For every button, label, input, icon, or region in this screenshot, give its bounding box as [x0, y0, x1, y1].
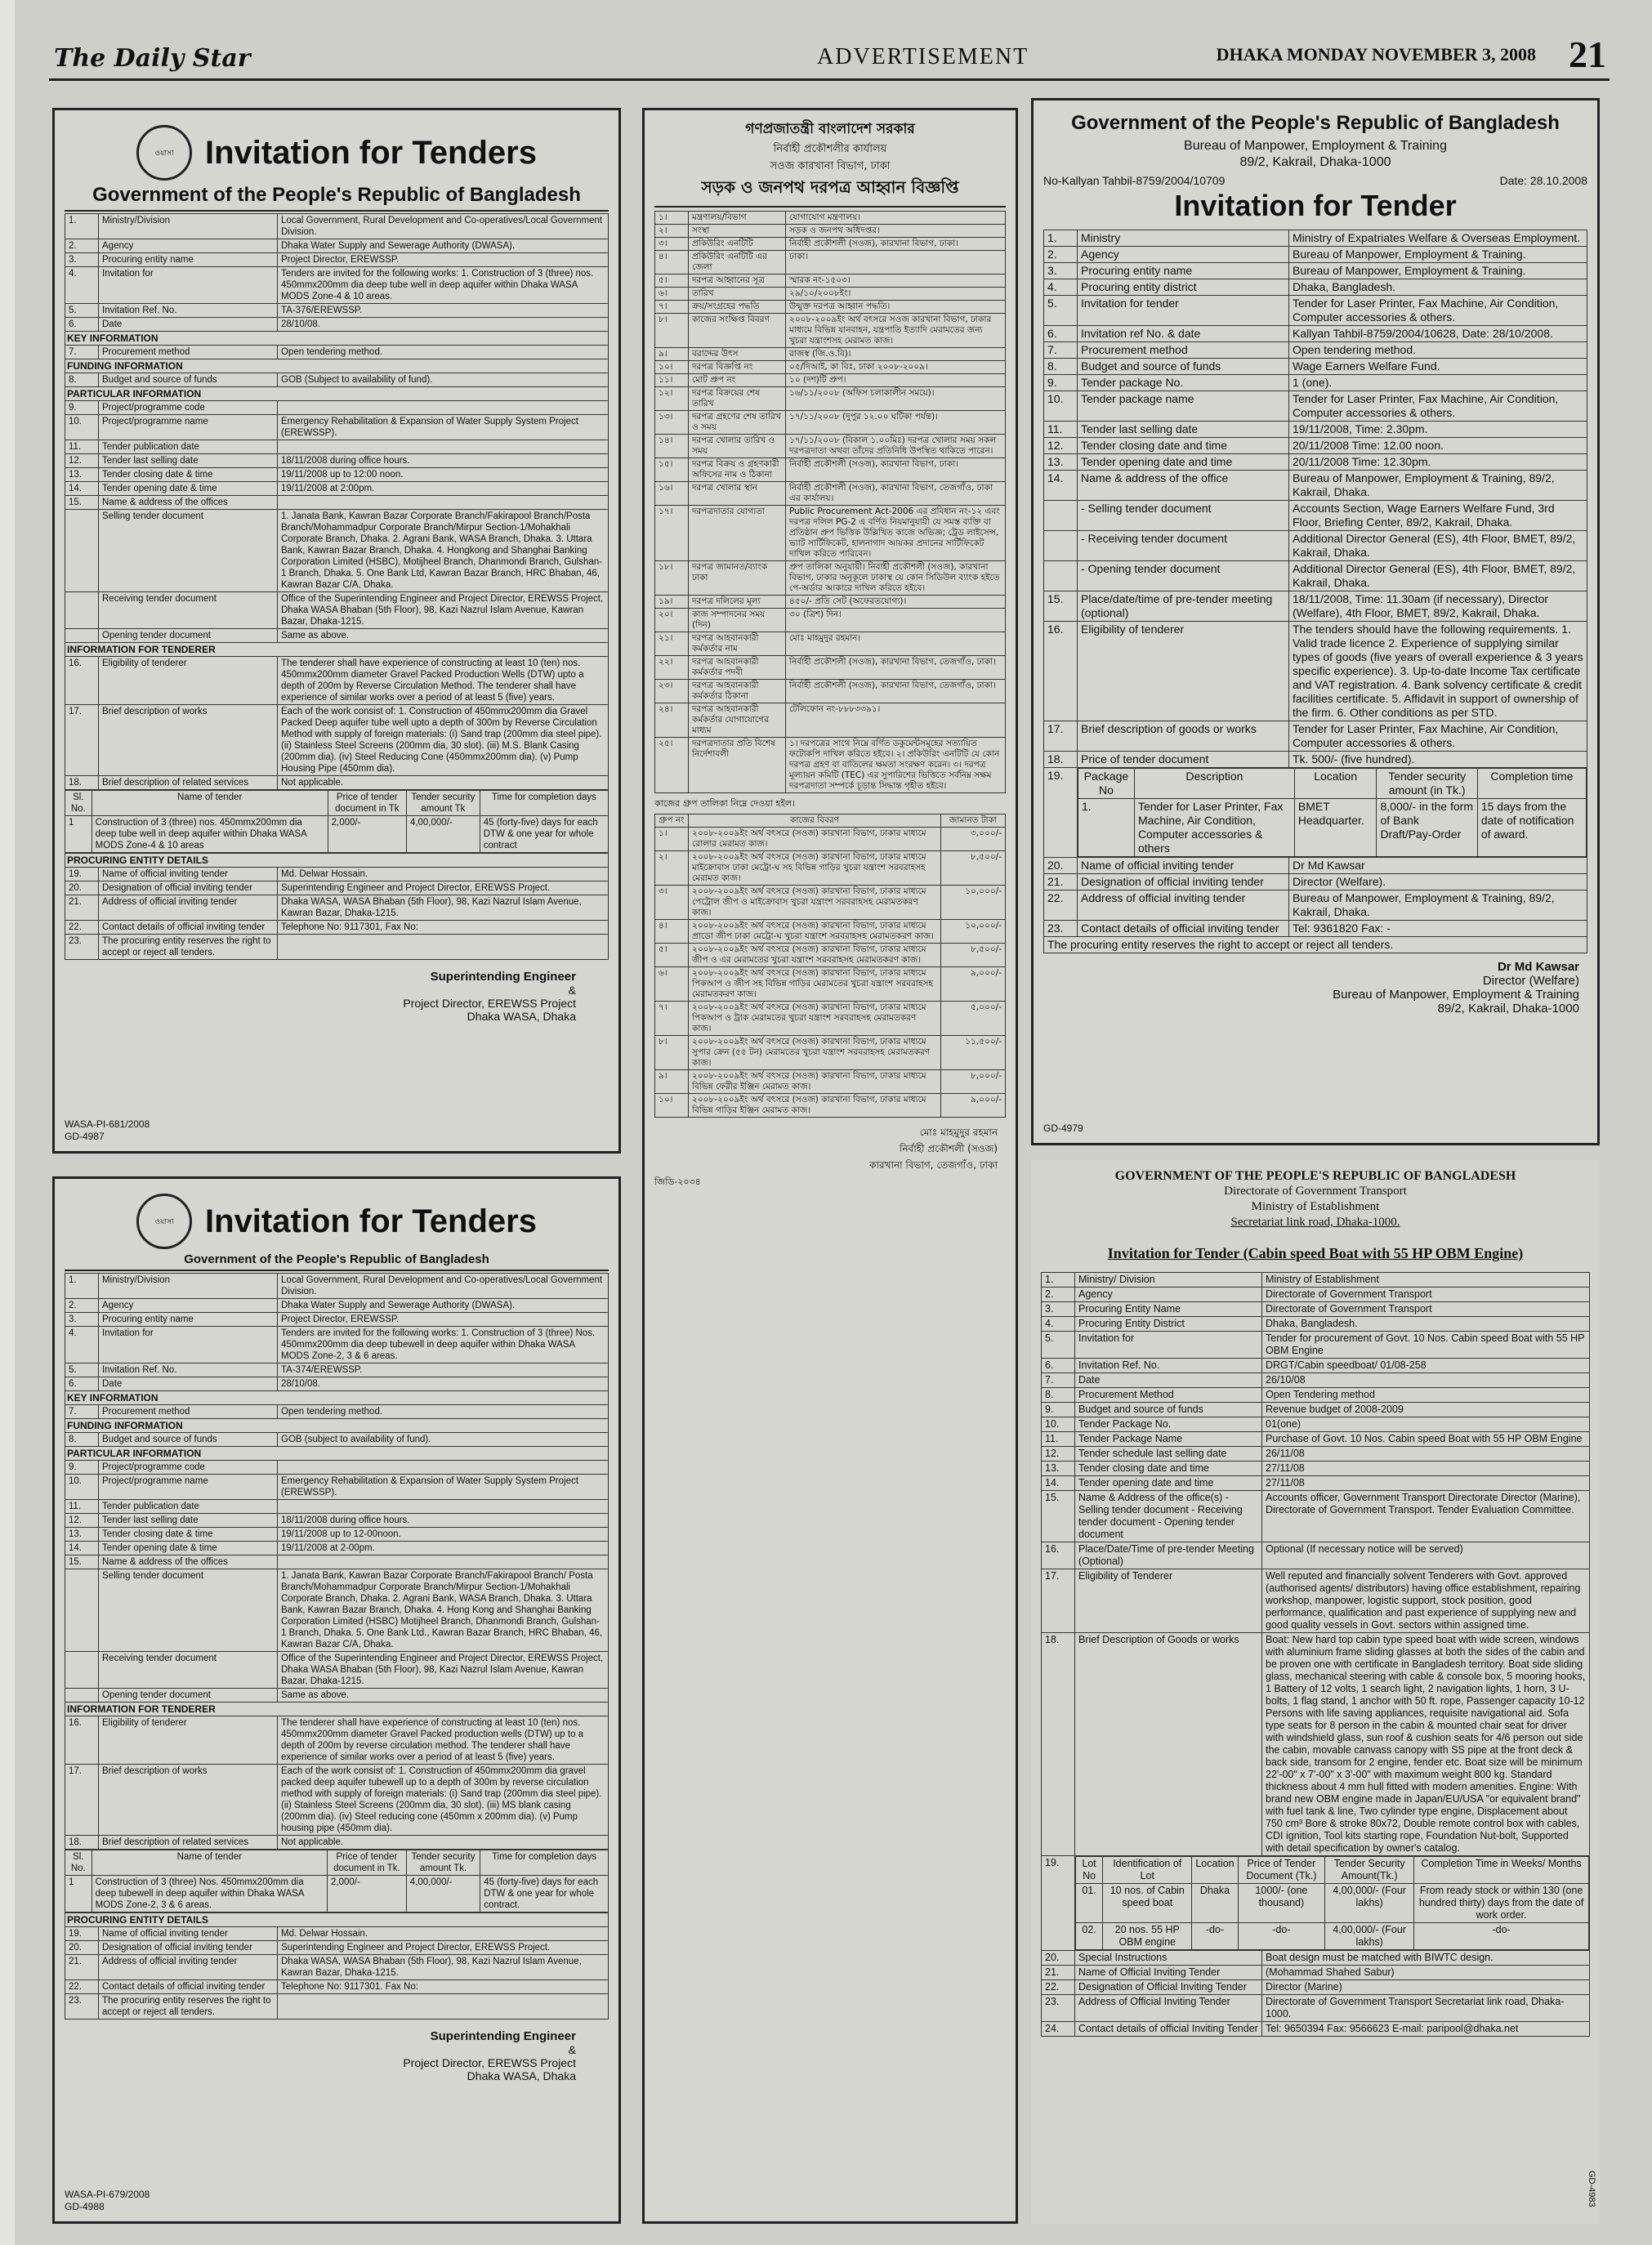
signer-office: Bureau of Manpower, Employment & Training: [1333, 988, 1579, 1002]
table-row: Receiving tender document Office of the Superintending Engineer and Project Director, EREWSS Project, Dhaka WASA Bhaban (5th Floor), 98, Kazi Nazrul Islam Avenue, Kawran Bazar, Dhaka-1215.: [65, 1652, 609, 1689]
table-row: 9. Project/programme code: [65, 401, 609, 415]
memo-number: No-Kallyan Tahbil-8759/2004/10709: [1043, 174, 1226, 187]
signer-address: 89/2, Kakrail, Dhaka-1000: [1437, 1002, 1579, 1015]
table-row: 11. Tender last selling date 19/11/2008, Time: 2.30pm.: [1044, 422, 1587, 438]
table-row: 12. Tender closing date and time 20/11/2008 Time: 12.00 noon.: [1044, 438, 1587, 454]
table-row: 11. Tender publication date: [65, 1500, 609, 1514]
table-row: 13. Tender closing date & time 19/11/2008 up to 12:00 noon.: [65, 468, 609, 482]
lot-row: 02. 20 nos. 55 HP OBM engine -do- -do- 4,00,000/- (Four lakhs) -do-: [1076, 1923, 1589, 1950]
table-row: 6. Date 28/10/08.: [65, 1377, 609, 1391]
masthead: [49, 29, 1610, 81]
table-row: ৬। তারিখ ২৯/১০/২০০৮ইং।: [655, 288, 1006, 301]
reserve-note: The procuring entity reserves the right to accept or reject all tenders.: [1044, 937, 1587, 953]
table-row: 3. Procuring entity name Project Director, EREWSSP.: [65, 253, 609, 267]
table-row: Opening tender document Same as above.: [65, 629, 609, 643]
table-row: 22. Designation of Official Inviting Tender Director (Marine): [1042, 1980, 1590, 1995]
table-row: ২। সংস্থা সড়ক ও জনপথ অধিদপ্তর।: [655, 225, 1006, 238]
table-row: - Opening tender document Additional Director General (ES), 4th Floor, BMET, 89/2, Kakrail, Dhaka.: [1044, 561, 1587, 591]
table-row: - Receiving tender document Additional Director General (ES), 4th Floor, BMET, 89/2, Kakrail, Dhaka.: [1044, 531, 1587, 561]
table-row: 9. Tender package No. 1 (one).: [1044, 375, 1587, 391]
table-row: ১১। মোট প্রুপ নং ১০ (দশ)টি প্রুপ।: [655, 374, 1006, 387]
table-row: 17. Brief description of goods or works Tender for Laser Printer, Fax Machine, Air Condition, Computer accessories & others.: [1044, 721, 1587, 752]
group-row: ৩। ২০০৮-২০০৯ইং অর্থ বৎসরে (সওজ) কারখানা বিভাগ, ঢাকার মাধ্যমে পেট্রোল জীপ ও মাইক্রোবাস খুচরা যন্ত্রাংশ সরবরাহসহ মেরামতকরণ কাজ। ১০,০০০/-: [655, 886, 1006, 920]
group-list-caption: কাজের গ্রুপ তালিকা নিম্নে দেওয়া হইল।: [654, 798, 796, 809]
table-row: 23. Contact details of official inviting tender Tel: 9361820 Fax: -: [1044, 921, 1587, 937]
table-row: 7. Procurement method Open tendering method.: [1044, 342, 1587, 359]
table-row: 4. Invitation for Tenders are invited for the following works: 1. Construction of 3 (three) nos. 450mmx200mm dia deep tube well in deep aquifer within Dhaka WASA MODS Zone-4 & 10 areas.: [65, 267, 609, 304]
table-row: 1. Ministry Ministry of Expatriates Welfare & Overseas Employment.: [1044, 230, 1587, 247]
section-label: ADVERTISEMENT: [817, 44, 1029, 69]
table-row: 19. Name of official inviting tender Md. Delwar Hossain.: [65, 868, 609, 881]
table-row: ১৮। দরপত্র জামানত/ব্যাংক ঢাকা প্রুপ তালিকা অনুযায়ী। নিবাহী প্রকৌশলী (সওজ), কারখানা বিভাগ, ঢাকার অনুকূলে ঢাকাস্থ যে কোন সিডিউল ব্যাংক হইতে পে-অর্ডার আকারে দাখিল করিতে হইবে।: [655, 561, 1006, 596]
table-row: ১। মন্ত্রণালয়/বিভাগ যোগাযোগ মন্ত্রণালয়।: [655, 212, 1006, 225]
ad-title: সড়ক ও জনপথ দরপত্র আহ্বান বিজ্ঞপ্তি: [654, 176, 1006, 208]
table-row: 3. Procuring entity name Bureau of Manpower, Employment & Training.: [1044, 263, 1587, 279]
table-row: 17. Brief description of works Each of the work consist of: 1. Construction of 450mmx200mm dia Gravel Packed Deep aquifer tube well upto a depth of 300m by Reverse Circulation Method with supply of foreign materials: (i) Sand trap (200mm dia steel pipe). (ii) Stainless Steel Screens (200mm dia, 30 slot). (iii) M.S. Blank Casing (200mm dia). (iv) Steel Reducing Cone (450mmx200mm dia). (v) Pump Housing Pipe (450mm dia).: [65, 705, 609, 776]
group-row: ১। ২০০৮-২০০৯ইং অর্থ বৎসরে (সওজ) কারখানা বিভাগ, ঢাকার মাধ্যমে রোলার মেরামত কাজ। ৩,০০০/-: [655, 828, 1006, 851]
govt-transport-tender-ad: [1031, 1160, 1600, 2224]
rhd-bengali-tender-ad: [642, 108, 1018, 2224]
table-row: 14. Tender opening date & time 19/11/2008 at 2-00pm.: [65, 1542, 609, 1555]
group-row: ৪। ২০০৮-২০০৯ইং অর্থ বৎসরে (সওজ) কারখানা বিভাগ, ঢাকার মাধ্যমে প্রাডো জীপ ঢাকা মেট্রো-ঘ খুচরা যন্ত্রাংশ সরবরাহসহ মেরামতকরণ কাজ। ১০,০০০/-: [655, 920, 1006, 944]
section-heading: INFORMATION FOR TENDERER: [65, 643, 609, 657]
government-heading: Government of the People's Republic of Bangladesh: [65, 184, 609, 212]
table-row: 20. Special Instructions Boat design must be matched with BIWTC design.: [1042, 1951, 1590, 1966]
table-row: 3. Procuring Entity Name Directorate of Government Transport: [1042, 1302, 1590, 1317]
lot-row: 01. 10 nos. of Cabin speed boat Dhaka 1000/- (one thousand) 4,00,000/- (Four lakhs) From ready stock or within 130 (one hundred thirty) days from the date of work order.: [1076, 1884, 1589, 1923]
ad-government-heading: গণপ্রজাতন্ত্রী বাংলাদেশ সরকার: [745, 121, 915, 137]
government-heading: Government of the People's Republic of Bangladesh: [65, 1252, 609, 1271]
table-row: ৩। প্রকিউরিং এনটিটি নির্বাহী প্রকৌশলী (সওজ), কারখানা বিভাগ, ঢাকা।: [655, 238, 1006, 251]
table-row: 2. Agency Dhaka Water Supply and Sewerage Authority (DWASA).: [65, 239, 609, 253]
signer-name: মোঃ মাহমুদুর রহমান: [919, 1127, 998, 1138]
wasa-tender-ad-1: [52, 108, 621, 1154]
ad-reference: WASA-PI-681/2008 GD-4987: [65, 1118, 150, 1142]
table-row: Opening tender document Same as above.: [65, 1689, 609, 1703]
table-row: 12. Tender schedule last selling date 26/11/08: [1042, 1447, 1590, 1462]
table-row: 17. Eligibility of Tenderer Well reputed and financially solvent Tenderers with Govt. approved (authorised agents/ distributors) having office establishment, repairing workshop, manpower, logistic support, stock position, good performance, qualification and past experience of supplying new and good quality vessels in Govt. sectors within assigned time.: [1042, 1569, 1590, 1633]
section-heading: PARTICULAR INFORMATION: [65, 387, 609, 401]
table-row: ২২। দরপত্র আহবানকারী কর্মকর্তার পদবী নির্বাহী প্রকৌশলী (সওজ), কারখানা বিভাগ, তেজগাঁও, ঢাকা।: [655, 656, 1006, 680]
table-row: ১০। দরপত্র বিজ্ঞপ্তি নং ০৫/দিআই, কা বিঃ, ঢাকা ২০০৮-২০০৯।: [655, 361, 1006, 374]
table-row: 12. Tender last selling date 18/11/2008 during office hours.: [65, 454, 609, 468]
ad-title: Invitation for Tenders: [205, 134, 537, 171]
group-row: ৫। ২০০৮-২০০৯ইং অর্থ বৎসরে (সওজ) কারখানা বিভাগ, ঢাকার মাধ্যমে জীপ ও এর মেরামতের খুচরা যন্ত্রাংশ সরবরাহসহ মেরামতকরণ কাজ। ৮,৫০০/-: [655, 944, 1006, 967]
work-groups-table: গ্রুপ নং কাজের বিবরণ জামানত টাকা ১। ২০০৮-২০০৯ইং অর্থ বৎসরে (সওজ) কারখানা বিভাগ, ঢাকার মাধ্যমে রোলার মেরামত কাজ। ৩,০০০/- ২। ২০০৮-২০০৯ইং অর্থ বৎসরে (সওজ) কারখানা বিভাগ, ঢাকার মাধ্যমে মাইক্রোবাস ঢাকা মেট্রো-ঘ সহ বিভিন্ন গাড়ির খুচরা যন্ত্রাংশ সরবরাহসহ মেরামত কাজ। ৮,৫০০/- ৩। ২০০৮-২০০৯ইং অর্থ বৎসরে (সওজ) কারখানা বিভাগ, ঢাকার মাধ্যমে পেট্রোল জীপ ও মাইক্রোবাস খুচরা যন্ত্রাংশ সরবরাহসহ মেরামতকরণ কাজ। ১০,০০০/- ৪। ২০০৮-২০০৯ইং অর্থ বৎসরে (সওজ) কারখানা বিভাগ, ঢাকার মাধ্যমে প্রাডো জীপ ঢাকা মেট্রো-ঘ খুচরা যন্ত্রাংশ সরবরাহসহ মেরামতকরণ কাজ। ১০,০০০/- ৫। ২০০৮-২০০৯ইং অর্থ বৎসরে (সওজ) কারখানা বিভাগ, ঢাকার মাধ্যমে জীপ ও এর মেরামতের খুচরা যন্ত্রাংশ সরবরাহসহ মেরামতকরণ কাজ। ৮,৫০০/- ৬। ২০০৮-২০০৯ইং অর্থ বৎসরে (সওজ) কারখানা বিভাগ, ঢাকার মাধ্যমে পিকআপ ও জীপ সহ বিভিন্ন গাড়ির মেরামতের খুচরা যন্ত্রাংশ সরবরাহসহ মেরামতকরণ কাজ। ৯,০০০/- ৭। ২০০৮-২০০৯ইং অর্থ বৎসরে (সওজ) কারখানা বিভাগ, ঢাকার মাধ্যমে পিকআপ ও ট্রাক মেরামতের খুচরা যন্ত্রাংশ সরবরাহসহ মেরামতকরণ কাজ। ৫,০০০/- ৮। ২০০৮-২০০৯ইং অর্থ বৎসরে (সওজ) কারখানা বিভাগ, ঢাকার মাধ্যমে সুপার ক্রেন (৫৫ টন) মেরামতের খুচরা যন্ত্রাংশ সরবরাহসহ মেরামতকরণ কাজ। ১১,৫০০/- ৯। ২০০৮-২০০৯ইং অর্থ বৎসরে (সওজ) কারখানা বিভাগ, ঢাকার মাধ্যমে বিভিন্ন ফেরীর ইঞ্জিন মেরামত কাজ। ৮,০০০/- ১০। ২০০৮-২০০৯ইং অর্থ বৎসরে (সওজ) কারখানা বিভাগ, ঢাকার মাধ্যমে বিভিন্ন গাড়ির ইঞ্জিন মেরামত কাজ। ৯,০০০/-: [654, 814, 1006, 1118]
table-row: ২০। কাজ সম্পাদনের সময় (দিন) ৩০ (ত্রিশ) দিন।: [655, 609, 1006, 632]
table-row: 19. Name of official inviting tender Md. Delwar Hossain.: [65, 1927, 609, 1941]
signer-designation: Project Director, EREWSS Project: [403, 997, 576, 1010]
table-row: ১৪। দরপত্র খোলার তারিখ ও সময় ১৭/১১/২০০৮ (বিকাল ১.০০মিঃ) দরপত্র খোলার সময় সকল দরপত্রদাতা অথবা তাঁদের প্রতিনিধি উপস্থিত থাকিতে পারেন।: [655, 435, 1006, 458]
tender-details-table: [1043, 230, 1587, 953]
tender-details-table: [654, 211, 1006, 793]
wasa-tender-ad-2: [52, 1176, 621, 2224]
ad-reference: GD-4983: [1587, 2171, 1596, 2207]
table-row: 5. Invitation for tender Tender for Laser Printer, Fax Machine, Air Condition, Computer accessories & others.: [1044, 296, 1587, 326]
table-row: 6. Date 28/10/08.: [65, 318, 609, 332]
table-row: 15. Place/date/time of pre-tender meeting (optional) 18/11/2008, Time: 11.30am (if necessary), Director (Welfare), 4th Floor, BMET, 89/2, Kakrail, Dhaka.: [1044, 591, 1587, 622]
table-row: 23. The procuring entity reserves the right to accept or reject all tenders.: [65, 935, 609, 960]
group-row: ২। ২০০৮-২০০৯ইং অর্থ বৎসরে (সওজ) কারখানা বিভাগ, ঢাকার মাধ্যমে মাইক্রোবাস ঢাকা মেট্রো-ঘ সহ বিভিন্ন গাড়ির খুচরা যন্ত্রাংশ সরবরাহসহ মেরামত কাজ। ৮,৫০০/-: [655, 851, 1006, 886]
section-heading: PARTICULAR INFORMATION: [65, 1447, 609, 1461]
group-row: ৯। ২০০৮-২০০৯ইং অর্থ বৎসরে (সওজ) কারখানা বিভাগ, ঢাকার মাধ্যমে বিভিন্ন ফেরীর ইঞ্জিন মেরামত কাজ। ৮,০০০/-: [655, 1070, 1006, 1094]
ministry-name: Ministry of Establishment: [1251, 1200, 1380, 1213]
table-row: 16. Place/Date/Time of pre-tender Meeting (Optional) Optional (If necessary notice will be served): [1042, 1542, 1590, 1569]
table-row: 7. Date 26/10/08: [1042, 1373, 1590, 1388]
ad-title: Invitation for Tender (Cabin speed Boat with 55 HP OBM Engine): [1107, 1245, 1524, 1261]
ad-title: Invitation for Tender: [1174, 189, 1457, 222]
table-row: 21. Address of official inviting tender Dhaka WASA, WASA Bhaban (5th Floor), 98, Kazi Nazrul Islam Avenue, Kawran Bazar, Dhaka-1215.: [65, 895, 609, 921]
section-heading: FUNDING INFORMATION: [65, 1419, 609, 1433]
section-heading: PROCURING ENTITY DETAILS: [65, 854, 609, 868]
table-row: 1. Ministry/Division Local Government, Rural Development and Co-operatives/Local Government Division.: [65, 214, 609, 239]
page-number: 21: [1569, 33, 1606, 75]
table-row: 11. Tender Package Name Purchase of Govt. 10 Nos. Cabin speed Boat with 55 HP OBM Engine: [1042, 1432, 1590, 1447]
table-row: 10. Tender Package No. 01(one): [1042, 1417, 1590, 1432]
table-row: 14. Name & address of the office Bureau of Manpower, Employment & Training, 89/2, Kakrail, Dhaka.: [1044, 471, 1587, 501]
table-row: ৮। কাজের সংক্ষিপ্ত বিবরণ ২০০৮-২০০৯ইং অর্থ বৎসরে সওজ কারখানা বিভাগ, ঢাকার মাধ্যমে বিভিন্ন যানবাহন, যন্ত্রপাতি ইত্যাদি মেরামতের জন্য খুচরা যন্ত্রাংশসহ মেরামত কাজ।: [655, 314, 1006, 348]
signer-office: Dhaka WASA, Dhaka: [467, 2069, 576, 2082]
table-row: - Selling tender document Accounts Section, Wage Earners Welfare Fund, 3rd Floor, Briefing Center, 89/2, Kakrail, Dhaka.: [1044, 501, 1587, 531]
directorate-address: Secretariat link road, Dhaka-1000.: [1230, 1216, 1400, 1229]
table-row: ১৫। দরপত্র বিক্রয় ও গ্রহণকারী অফিসের নাম ও ঠিকানা নির্বাহী প্রকৌশলী (সওজ), কারখানা বিভাগ, ঢাকা।: [655, 458, 1006, 482]
table-row: 21. Name of Official Inviting Tender (Mohammad Shahed Sabur): [1042, 1966, 1590, 1980]
table-row: 9. Project/programme code: [65, 1461, 609, 1475]
package-header-row: 19. Package No Description Location Tender security amount (in Tk.) Completion time 1. Tender for Laser Printer, Fax Machine, Air Condition, Computer accessories & others BMET Headquarter. 8,000/- in the form of Bank Draft/Pay-Order 15 days from the date of notification of award.: [1044, 768, 1587, 858]
ad-division-line: সওজ কারখানা বিভাগ, ঢাকা: [770, 160, 891, 172]
table-row: 6. Invitation Ref. No. DRGT/Cabin speedboat/ 01/08-258: [1042, 1359, 1590, 1373]
signer-designation: নির্বাহী প্রকৌশলী (সওজ): [899, 1143, 998, 1154]
section-heading: KEY INFORMATION: [65, 1391, 609, 1405]
table-row: ২৩। দরপত্র আহবানকারী কর্মকর্তার ঠিকানা নির্বাহী প্রকৌশলী (সওজ), কারখানা বিভাগ, তেজগাঁও, ঢাকা।: [655, 680, 1006, 703]
lot-header-row: Sl. No. Name of tender Price of tender document in Tk. Tender security amount Tk. Time for completion days: [65, 1850, 609, 1876]
table-row: ২৫। দরপত্রদাতার প্রতি বিশেষ নির্দেশাবলী ১। দরপত্রের সাথে নিম্নে বর্ণিত ডকুমেন্টসমূহের সত্যায়িত ফটোকপি দাখিল করিতে হইবে। ২। প্রকিউরিং এনটিটি যে কোন দরপত্র গ্রহণ বা বাতিলের ক্ষমতা সংরক্ষণ করেন। ৩। দরপত্র মূল্যায়ন কমিটি (TEC) এর সুপারিশের ভিত্তিতে সর্বনিম্ন সক্ষম দরপত্রদাতা সম্পর্কে চূড়ান্ত সিদ্ধান্ত গৃহীত হইবে।: [655, 738, 1006, 793]
tender-details-table: [65, 213, 609, 960]
signature-block: [654, 1126, 1006, 1175]
agency-name: Bureau of Manpower, Employment & Training: [1184, 139, 1447, 153]
table-row: 9. Budget and source of funds Revenue budget of 2008-2009: [1042, 1403, 1590, 1417]
table-row: 16. Eligibility of tenderer The tenderer shall have experience of constructing at least 10 (ten) nos. 450mmx200mm diameter Gravel Packed Production Wells (DTW) upto a depth of 200m by Reverse Circulation Method. The tenderer shall have experience of similar works over a period of at least 5 (five) years.: [65, 657, 609, 705]
table-row: 15. Name & Address of the office(s) - Selling tender document - Receiving tender document - Opening tender document Accounts officer, Government Transport Directorate Director (Marine), Directorate of Government Transport. Tender Evaluation Committee.: [1042, 1491, 1590, 1542]
signature-block: [65, 2029, 609, 2082]
newspaper-name: The Daily Star: [54, 44, 251, 73]
table-row: Selling tender document 1. Janata Bank, Kawran Bazar Corporate Branch/Fakirapool Branch/Posta Branch/Mohammadpur Corporate Branch/Mirpur Section-1/Mohakhali Corporate Branch, Dhaka. 2. Agrani Bank, WASA Branch, Dhaka. 3. Uttara Bank, Kawran Bazar Branch, Dhaka. 4. Hongkong and Shanghai Banking Corporation Limited (HSBC), Motijheel Branch, Dhanmondi Branch, Gulshan-1 Branch, Dhaka. 5. One Bank Ltd, Kawran Bazar Branch, HRC Bhaban, 46, Kawran Bazar C/A, Dhaka.: [65, 510, 609, 592]
table-row: 4. Procuring entity district Dhaka, Bangladesh.: [1044, 279, 1587, 296]
table-row: 13. Tender closing date and time 27/11/08: [1042, 1462, 1590, 1476]
lot-header-row: Sl. No. Name of tender Price of tender document in Tk Tender security amount Tk Time for completion days: [65, 791, 609, 816]
table-row: 4. Invitation for Tenders are invited for the following works: 1. Construction of 3 (three) Nos. 450mmx200mm dia deep tubewell in deep aquifer within Dhaka WASA MODS Zone-2, 3 & 6 areas.: [65, 1327, 609, 1364]
section-heading: INFORMATION FOR TENDERER: [65, 1703, 609, 1716]
table-row: 8. Budget and source of funds GOB (subject to availability of fund).: [65, 1433, 609, 1447]
signer-amp: &: [568, 2043, 576, 2056]
table-row: 18. Brief description of related services Not applicable.: [65, 1836, 609, 1850]
table-row: 11. Tender publication date: [65, 440, 609, 454]
table-row: 10. Project/programme name Emergency Rehabilitation & Expansion of Water Supply System Project (EREWSSP).: [65, 415, 609, 440]
table-row: 10. Project/programme name Emergency Rehabilitation & Expansion of Water Supply System Project (EREWSSP).: [65, 1475, 609, 1500]
signer-title: Superintending Engineer: [430, 2029, 576, 2043]
group-row: ৮। ২০০৮-২০০৯ইং অর্থ বৎসরে (সওজ) কারখানা বিভাগ, ঢাকার মাধ্যমে সুপার ক্রেন (৫৫ টন) মেরামতের খুচরা যন্ত্রাংশ সরবরাহসহ মেরামতকরণ কাজ। ১১,৫০০/-: [655, 1036, 1006, 1070]
wasa-logo-icon: ওয়াসা: [136, 1194, 192, 1249]
table-row: 16. Eligibility of tenderer The tenders should have the following requirements. 1. Valid trade licence 2. Experience of supplying similar types of goods (five years of overall experience & 3 years specific experience). 3. Up-to-date Income Tax certificate and VAT registration. 4. Bank solvency certificate & credit facilities certificate. 5. Affidavit in support of ownership of the firm. 6. Other conditions as per STD.: [1044, 622, 1587, 721]
group-row: ৬। ২০০৮-২০০৯ইং অর্থ বৎসরে (সওজ) কারখানা বিভাগ, ঢাকার মাধ্যমে পিকআপ ও জীপ সহ বিভিন্ন গাড়ির মেরামতের খুচরা যন্ত্রাংশ সরবরাহসহ মেরামতকরণ কাজ। ৯,০০০/-: [655, 967, 1006, 1002]
table-row: 13. Tender opening date and time 20/11/2008 Time: 12.30pm.: [1044, 454, 1587, 471]
government-heading: Government of the People's Republic of Bangladesh: [1071, 112, 1560, 134]
table-row: 5. Invitation Ref. No. TA-376/EREWSSP.: [65, 304, 609, 318]
table-row: 20. Designation of official inviting tender Superintending Engineer and Project Director, EREWSS Project.: [65, 1941, 609, 1955]
signer-title: Superintending Engineer: [430, 970, 576, 984]
government-heading: GOVERNMENT OF THE PEOPLE'S REPUBLIC OF BANGLADESH: [1114, 1169, 1516, 1183]
table-row: 24. Contact details of official Inviting Tender Tel: 9650394 Fax: 9566623 E-mail: paripool@dhaka.net: [1042, 2022, 1590, 2037]
table-row: 2. Agency Dhaka Water Supply and Sewerage Authority (DWASA).: [65, 1299, 609, 1313]
ad-reference: GD-4979: [1043, 1122, 1083, 1134]
bmet-tender-ad: [1031, 98, 1600, 1145]
lot-section: 19. Lot No Identification of Lot Location Price of Tender Document (Tk.) Tender Security Amount(Tk.) Completion Time in Weeks/ Months 01. 10 nos. of Cabin speed boat Dhaka 1000/- (one thousand) 4,00,000/- (Four lakhs) From ready stock or within 130 (one hundred thirty) days from the date of work order. 02. 20 nos. 55 HP OBM engine -do- -do- 4,00,000/- (Four lakhs) -do-: [1042, 1856, 1590, 1951]
table-row: 18. Price of tender document Tk. 500/- (five hundred).: [1044, 752, 1587, 768]
table-row: 6. Invitation ref No. & date Kallyan Tahbil-8759/2004/10628, Date: 28/10/2008.: [1044, 326, 1587, 342]
table-row: 20. Name of official inviting tender Dr Md Kawsar: [1044, 858, 1587, 874]
table-row: 2. Agency Bureau of Manpower, Employment & Training.: [1044, 247, 1587, 263]
table-row: 21. Address of official inviting tender Dhaka WASA, WASA Bhaban (5th Floor), 98, Kazi Nazrul Islam Avenue, Kawran Bazar, Dhaka-1215.: [65, 1955, 609, 1980]
table-row: 16. Eligibility of tenderer The tenderer shall have experience of constructing at least 10 (ten) nos. 450mmx200mm diameter Gravel Packed production wells (DTW) up to a depth of 200m by reverse circulation method. The tenderer shall have experience of similar works over a period of at least 5 (five) years.: [65, 1716, 609, 1765]
group-row: ১০। ২০০৮-২০০৯ইং অর্থ বৎসরে (সওজ) কারখানা বিভাগ, ঢাকার মাধ্যমে বিভিন্ন গাড়ির ইঞ্জিন মেরামত কাজ। ৯,০০০/-: [655, 1094, 1006, 1118]
signer-designation: Director (Welfare): [1482, 974, 1579, 988]
table-row: 7. Procurement method Open tendering method.: [65, 346, 609, 359]
table-row: 17. Brief description of works Each of the work consist of: 1. Construction of 450mmx200mm dia gravel packed deep aquifer tubewell up to a depth of 300m by reverse circulation method with supply of foreign materials: (i) Sand trap (200mm dia steel pipe). (ii) Stainless Steel Screens (200mm dia, 30 slot). (iii) MS blank casing (200mm dia). (iv) Steel reducing cone (450mm x 200mm dia). (v) Pump housing pipe (450mm dia).: [65, 1765, 609, 1836]
table-row: 2. Agency Directorate of Government Transport: [1042, 1288, 1590, 1302]
table-row: 14. Tender opening date and time 27/11/08: [1042, 1476, 1590, 1491]
lot-header-row: Lot No Identification of Lot Location Price of Tender Document (Tk.) Tender Security Amount(Tk.) Completion Time in Weeks/ Months: [1076, 1857, 1589, 1884]
table-row: 8. Budget and source of funds Wage Earners Welfare Fund.: [1044, 359, 1587, 375]
table-row: 10. Tender package name Tender for Laser Printer, Fax Machine, Air Condition, Computer accessories & others.: [1044, 391, 1587, 422]
table-row: 18. Brief Description of Goods or works Boat: New hard top cabin type speed boat with wide screen, windows with aluminium frame sliding glasses at both the sides of the cabin and be proven one with certificate in Bangladesh territory. Boat side sliding glass, mechanical steering with cable & console box, 5 mooring hooks, 1 Battery of 12 volts, 1 search light, 2 navigation lights, 1 horn, 3 U-bolts, 1 flag stand, 1 anchor with 50 ft. rope, Passenger capacity 10-12 Persons with life saving appliances, requisite navigational aid. Sofa type seats for 8 person in the cabin & mounted chair seat for driver with windshield glass, sun roof & cushion seats for 4/6 person out side the cabin, movable canvass canopy with SS pipe at the front deck & back side, transom for 2 engine, fender etc. Boat size will be minimum 22'-00" x 7'-00" x 3'-00" with maximum weight 800 kg. Standard thickness about 4 mm hull fitted with modern amenities. Engine: With brand new OBM engine made in Japan/EU/USA "or equivalent brand" with fuel tank & line, Two cylinder type engine, Displacement about 750 cm³ Bore & stroke 80x72, Double remote control box with cables, CDI ignition, Tool kits starting rope, Foundation Nut-bolt, Supported with detail specification by owner's catalog.: [1042, 1633, 1590, 1856]
table-row: 8. Procurement Method Open Tendering method: [1042, 1388, 1590, 1403]
table-row: ২১। দরপত্র আহবানকারী কর্মকর্তার নাম মোঃ মাহমুদুর রহমান।: [655, 632, 1006, 656]
package-row: 1. Tender for Laser Printer, Fax Machine, Air Condition, Computer accessories & others BMET Headquarter. 8,000/- in the form of Bank Draft/Pay-Order 15 days from the date of notification of award.: [1078, 799, 1587, 857]
table-row: ৪। প্রকিউরিং এনটিটি এর জেলা ঢাকা।: [655, 251, 1006, 274]
table-row: 5. Invitation for Tender for procurement of Govt. 10 Nos. Cabin speed Boat with 55 HP OBM Engine: [1042, 1332, 1590, 1359]
ad-title: Invitation for Tenders: [205, 1203, 537, 1239]
table-row: Receiving tender document Office of the Superintending Engineer and Project Director, EREWSS Project, Dhaka WASA Bhaban (5th Floor), 98, Kazi Nazrul Islam Avenue, Kawran Bazar, Dhaka-1215.: [65, 592, 609, 629]
section-heading: PROCURING ENTITY DETAILS: [65, 1913, 609, 1927]
table-row: ১৭। দরপত্রদাতার যোগ্যতা Public Procurement Act-2006 এর প্রবিধান নং-১২ এবং দরপত্র দলিল PG-2 এ বর্ণিত নিয়মানুযায়ী যে সমস্ত ব্যক্তি বা প্রতিষ্ঠান প্রুপ ভিত্তিক উল্লিখিত কাজে অভিজ্ঞ; ট্রেড লাইসেন্স, ভ্যাট সার্টিফিকেট, হালনাগাদ আয়কর প্রদানের সার্টিফিকেট দাখিল করিতে পারিবেন।: [655, 506, 1006, 561]
table-row: 22. Address of official inviting tender Bureau of Manpower, Employment & Training, 89/2, Kakrail, Dhaka.: [1044, 890, 1587, 921]
section-heading: KEY INFORMATION: [65, 332, 609, 346]
memo-date: Date: 28.10.2008: [1499, 174, 1587, 187]
table-row: ১৯। দরপত্র দলিলের মূল্য ৪৫০/- প্রতি সেট (অফেরতযোগ্য)।: [655, 596, 1006, 609]
ad-reference: WASA-PI-679/2008 GD-4988: [65, 2189, 150, 2212]
directorate-name: Directorate of Government Transport: [1224, 1185, 1407, 1198]
signer-office: Dhaka WASA, Dhaka: [467, 1010, 576, 1023]
table-row: 4. Procuring Entity District Dhaka, Bangladesh.: [1042, 1317, 1590, 1332]
page-edge: [0, 0, 15, 2245]
table-row: 22. Contact details of official inviting tender Telephone No: 9117301. Fax No:: [65, 1980, 609, 1994]
table-row: 20. Designation of official inviting tender Superintending Engineer and Project Director, EREWSS Project.: [65, 881, 609, 895]
table-row: 21. Designation of official inviting tender Director (Welfare).: [1044, 874, 1587, 890]
table-row: 5. Invitation Ref. No. TA-374/EREWSSP.: [65, 1364, 609, 1377]
lot-row: 1 Construction of 3 (three) nos. 450mmx200mm dia deep tube well in deep aquifer within Dhaka WASA MODS Zone-4 & 10 areas 2,000/- 4,00,000/- 45 (forty-five) days for each DTW & one year for whole contract: [65, 816, 609, 853]
ad-reference: জিডি-২০৩৪: [654, 1176, 701, 1187]
signer-designation: Project Director, EREWSS Project: [403, 2056, 576, 2069]
table-row: ৯। বরাদ্দের উৎস রাজস্ব (জি.ও.বি)।: [655, 348, 1006, 361]
ad-header: [65, 125, 609, 181]
section-heading: FUNDING INFORMATION: [65, 359, 609, 373]
memo-line: [1043, 174, 1587, 187]
table-row: 12. Tender last selling date 18/11/2008 during office hours.: [65, 1514, 609, 1528]
table-row: 22. Contact details of official inviting tender Telephone No: 9117301, Fax No:: [65, 921, 609, 935]
table-row: ১৬। দরপত্র খোলার স্থান নির্বাহী প্রকৌশলী (সওজ), কারখানা বিভাগ, তেজগাঁও, ঢাকা এর কার্যালয়।: [655, 482, 1006, 506]
table-row: 14. Tender opening date & time 19/11/2008 at 2:00pm.: [65, 482, 609, 496]
wasa-logo-icon: ওয়াসা: [136, 125, 192, 181]
signer-office: কারখানা বিভাগ, তেজগাঁও, ঢাকা: [869, 1159, 998, 1171]
table-row: ১৩। দরপত্র গ্রহণের শেষ তারিখ ও সময় ১৭/১১/২০০৮ (দুপুর ১২.০০ ঘটিকা পর্যন্ত)।: [655, 411, 1006, 435]
agency-address: 89/2, Kakrail, Dhaka-1000: [1239, 155, 1391, 169]
tender-details-table: [1041, 1272, 1590, 2037]
signer-name: Dr Md Kawsar: [1497, 960, 1579, 974]
table-row: 23. Address of Official Inviting Tender Directorate of Government Transport Secretariat link road, Dhaka-1000.: [1042, 1995, 1590, 2022]
tender-details-table: [65, 1273, 609, 2020]
ad-header: [65, 1194, 609, 1249]
table-row: ১২। দরপত্র বিক্রয়ের শেষ তারিখ ১৬/১১/২০০৮ (অফিস চলাকালীন সময়ে)।: [655, 387, 1006, 411]
table-row: 15. Name & address of the offices: [65, 1555, 609, 1569]
signature-block: [65, 970, 609, 1023]
table-row: 7. Procurement method Open tendering method.: [65, 1405, 609, 1419]
table-row: 1. Ministry/Division Local Government, Rural Development and Co-operatives/Local Government Division.: [65, 1274, 609, 1299]
table-row: ২৪। দরপত্র আহবানকারী কর্মকর্তার যোগাযোগের মাধ্যম টেলিফোন নং-৮৮৮৩৩৯১।: [655, 703, 1006, 738]
table-row: 1. Ministry/ Division Ministry of Establishment: [1042, 1273, 1590, 1288]
table-row: 13. Tender closing date & time 19/11/2008 up to 12-00noon.: [65, 1528, 609, 1542]
group-row: ৭। ২০০৮-২০০৯ইং অর্থ বৎসরে (সওজ) কারখানা বিভাগ, ঢাকার মাধ্যমে পিকআপ ও ট্রাক মেরামতের খুচরা যন্ত্রাংশ সরবরাহসহ মেরামতকরণ কাজ। ৫,০০০/-: [655, 1002, 1006, 1036]
table-row: 18. Brief description of related services Not applicable.: [65, 776, 609, 790]
table-row: Selling tender document 1. Janata Bank, Kawran Bazar Corporate Branch/Fakirapool Branch/ Posta Branch/Mohammadpur Corporate Branch/Mirpur Section-1/Mohakhali Corporate Branch, Dhaka. 2. Agrani Bank, WASA Branch, Dhaka. 3. Uttara Bank, Kawran Bazar Branch, Dhaka. 4. Hong Kong and Shanghai Banking Corporation Limited (HSBC) Motijheel Branch, Dhanmondi Branch, Gulshan-1 Branch, Dhaka. 5. One Bank Ltd., Kawran Bazar Branch, HRC Bhaban, 46, Kawran Bazar C/A, Dhaka.: [65, 1569, 609, 1652]
table-row: 23. The procuring entity reserves the right to accept or reject all tenders.: [65, 1994, 609, 2020]
table-row: ৭। ক্রয়/সংগ্রহের পদ্ধতি উন্মুক্ত দরপত্র আহ্বান পদ্ধতি।: [655, 301, 1006, 314]
lot-row: 1 Construction of 3 (three) Nos. 450mmx200mm dia deep tubewell in deep aquifer within Dhaka WASA MODS Zone-2, 3 & 6 areas. 2,000/- 4,00,000/- 45 (forty-five) days for each DTW & one year for whole contract.: [65, 1876, 609, 1912]
ad-office-line: নির্বাহী প্রকৌশলীর কার্যালয়: [773, 143, 887, 155]
table-row: 3. Procuring entity name Project Director, EREWSSP.: [65, 1313, 609, 1327]
issue-date: DHAKA MONDAY NOVEMBER 3, 2008: [1216, 44, 1536, 65]
signer-amp: &: [568, 984, 576, 997]
table-row: 8. Budget and source of funds GOB (Subject to availability of fund).: [65, 373, 609, 387]
signature-block: [1043, 960, 1587, 1015]
table-row: 15. Name & address of the offices: [65, 496, 609, 510]
table-row: ৫। দরপত্র আহ্বানের সূত্র স্মারক নং-১৫০৩।: [655, 274, 1006, 288]
